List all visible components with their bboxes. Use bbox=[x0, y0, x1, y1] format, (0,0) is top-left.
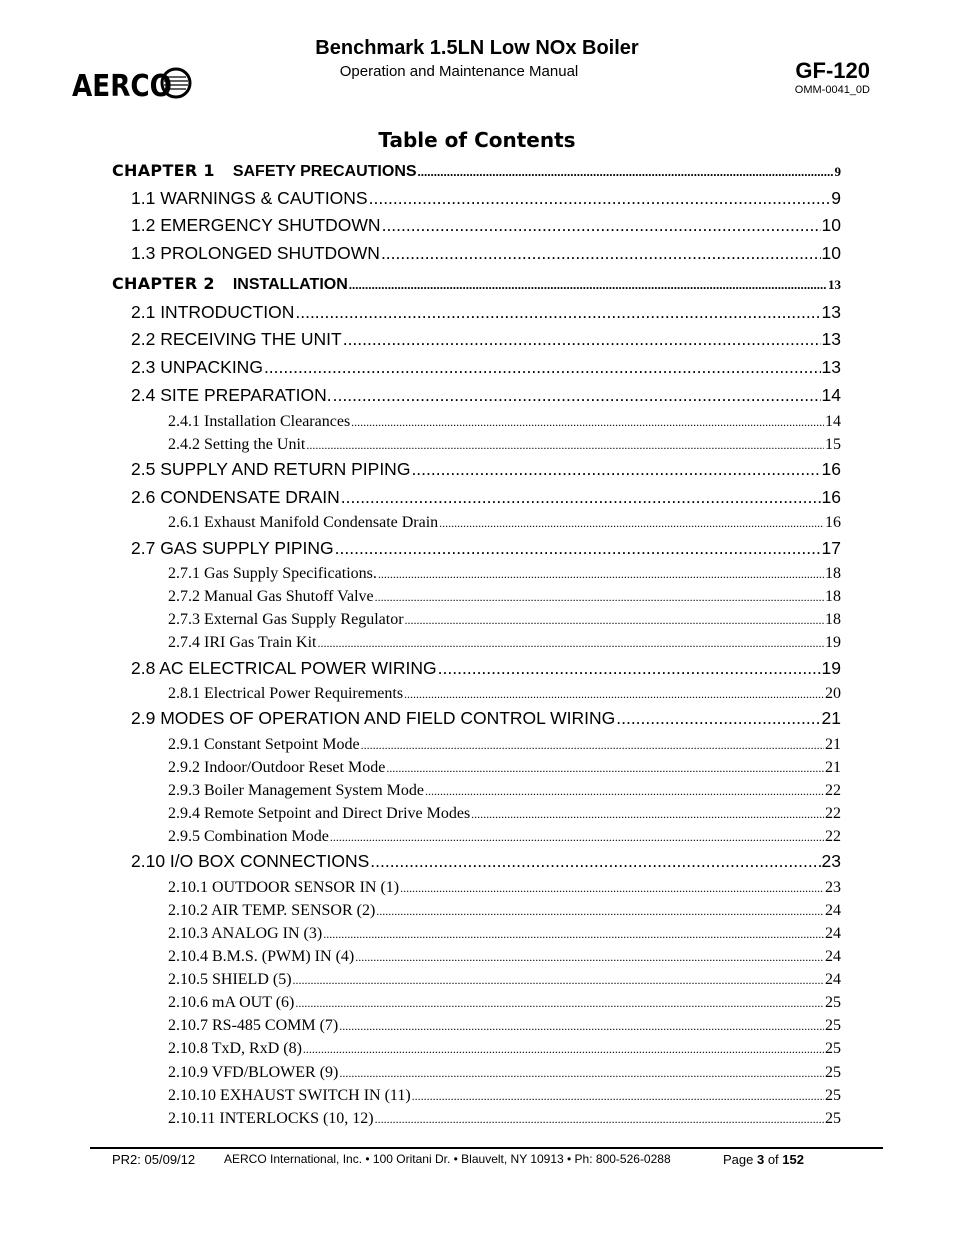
toc-entry[interactable] bbox=[168, 1040, 841, 1058]
toc-entry-label: 1.3 PROLONGED SHUTDOWN bbox=[131, 243, 380, 263]
toc-entry-label: 1.2 EMERGENCY SHUTDOWN bbox=[131, 215, 381, 235]
toc-page-number: 10 bbox=[821, 243, 841, 263]
dot-leader bbox=[295, 996, 824, 1011]
toc-entry-label: 2.10.4 B.M.S. (PWM) IN (4) bbox=[168, 948, 355, 965]
toc-entry-label: 2.7.2 Manual Gas Shutoff Valve bbox=[168, 588, 374, 605]
toc-entry[interactable] bbox=[131, 708, 841, 729]
dot-leader bbox=[330, 830, 824, 845]
page-total: 152 bbox=[782, 1152, 804, 1167]
dot-leader bbox=[335, 538, 821, 559]
toc-page-number: 13 bbox=[828, 277, 841, 292]
footer-page-number bbox=[723, 1152, 804, 1167]
toc-entry-label: 2.1 INTRODUCTION bbox=[131, 302, 295, 322]
toc-page-number: 25 bbox=[825, 1040, 841, 1057]
toc-page-number: 14 bbox=[825, 413, 841, 430]
toc-entry-label: 2.9.4 Remote Setpoint and Direct Drive Modes bbox=[168, 805, 471, 822]
toc-entry[interactable] bbox=[168, 413, 841, 431]
dot-leader bbox=[317, 636, 824, 651]
toc-entry[interactable] bbox=[168, 634, 841, 652]
dot-leader bbox=[370, 851, 820, 872]
toc-entry-label: 2.10.5 SHIELD (5) bbox=[168, 971, 292, 988]
toc-page-number: 23 bbox=[821, 851, 841, 871]
toc-entry-label: 2.10.10 EXHAUST SWITCH IN (11) bbox=[168, 1087, 411, 1104]
dot-leader bbox=[295, 302, 820, 323]
dot-leader bbox=[355, 950, 824, 965]
toc-page-number: 19 bbox=[821, 658, 841, 678]
dot-leader bbox=[264, 357, 821, 378]
toc-page-number: 13 bbox=[821, 329, 841, 349]
toc-entry[interactable] bbox=[168, 759, 841, 777]
toc-entry[interactable] bbox=[168, 1087, 841, 1105]
toc-page-number: 16 bbox=[821, 459, 841, 479]
toc-page-number: 13 bbox=[821, 302, 841, 322]
dot-leader bbox=[425, 784, 824, 799]
toc-entry[interactable] bbox=[131, 538, 841, 559]
dot-leader bbox=[382, 215, 821, 236]
toc-entry-label: 2.10.11 INTERLOCKS (10, 12) bbox=[168, 1110, 374, 1127]
toc-chapter-entry[interactable] bbox=[112, 161, 841, 181]
toc-entry[interactable] bbox=[168, 611, 841, 629]
toc-entry-label: 2.9 MODES OF OPERATION AND FIELD CONTROL WIRING bbox=[131, 708, 616, 728]
toc-entry[interactable] bbox=[168, 514, 841, 532]
toc-entry[interactable] bbox=[168, 925, 841, 943]
toc-entry-label: 2.9.2 Indoor/Outdoor Reset Mode bbox=[168, 759, 386, 776]
toc-entry[interactable] bbox=[168, 902, 841, 920]
toc-title: Table of Contents bbox=[378, 128, 576, 152]
toc-entry-label: INSTALLATION bbox=[232, 276, 348, 293]
toc-entry-label: 2.9.1 Constant Setpoint Mode bbox=[168, 736, 360, 753]
aerco-logo-text: AERCO bbox=[72, 69, 172, 100]
toc-entry-label: 2.7.1 Gas Supply Specifications. bbox=[168, 565, 377, 582]
dot-leader bbox=[339, 1019, 824, 1034]
toc-page-number: 24 bbox=[825, 902, 841, 919]
toc-entry-label: 2.8.1 Electrical Power Requirements bbox=[168, 685, 404, 702]
toc-page-number: 16 bbox=[825, 514, 841, 531]
dot-leader bbox=[341, 487, 821, 508]
toc-page-number: 18 bbox=[825, 588, 841, 605]
toc-page-number: 24 bbox=[825, 971, 841, 988]
toc-entry[interactable] bbox=[131, 459, 841, 480]
toc-entry[interactable] bbox=[168, 782, 841, 800]
toc-page-number: 10 bbox=[821, 215, 841, 235]
toc-entry-label: 2.7.4 IRI Gas Train Kit bbox=[168, 634, 317, 651]
dot-leader bbox=[616, 708, 820, 729]
toc-page-number: 21 bbox=[825, 736, 841, 753]
toc-page-number: 21 bbox=[821, 708, 841, 728]
toc-entry-label: 2.4.1 Installation Clearances bbox=[168, 413, 351, 430]
toc-entry-label: 2.10 I/O BOX CONNECTIONS bbox=[131, 851, 370, 871]
toc-entry[interactable] bbox=[131, 357, 841, 378]
toc-page-number: 22 bbox=[825, 805, 841, 822]
toc-entry-label: 2.9.5 Combination Mode bbox=[168, 828, 329, 845]
toc-entry[interactable] bbox=[131, 329, 841, 350]
toc-entry[interactable] bbox=[168, 805, 841, 823]
dot-leader bbox=[404, 687, 824, 702]
toc-entry-label: 2.5 SUPPLY AND RETURN PIPING bbox=[131, 459, 411, 479]
chapter-number: CHAPTER 2 bbox=[112, 274, 215, 293]
toc-entry-label: 2.10.3 ANALOG IN (3) bbox=[168, 925, 323, 942]
toc-entry-label: 2.10.6 mA OUT (6) bbox=[168, 994, 295, 1011]
toc-entry[interactable] bbox=[131, 385, 841, 406]
dot-leader bbox=[343, 329, 821, 350]
model-code: GF-120 bbox=[795, 58, 870, 83]
dot-leader bbox=[375, 590, 824, 605]
page-of: of bbox=[764, 1152, 783, 1167]
toc-page-number: 22 bbox=[825, 782, 841, 799]
dot-leader bbox=[405, 613, 824, 628]
toc-entry[interactable] bbox=[168, 685, 841, 703]
toc-entry[interactable] bbox=[168, 1064, 841, 1082]
toc-entry[interactable] bbox=[131, 658, 841, 679]
dot-leader bbox=[412, 1089, 824, 1104]
toc-entry[interactable] bbox=[168, 948, 841, 966]
document-subtitle: Operation and Maintenance Manual bbox=[339, 63, 579, 80]
toc-entry[interactable] bbox=[131, 487, 841, 508]
toc-entry[interactable] bbox=[168, 971, 841, 989]
dot-leader bbox=[306, 438, 824, 453]
page-prefix: Page bbox=[723, 1152, 757, 1167]
toc-page-number: 14 bbox=[821, 385, 841, 405]
toc-page-number: 22 bbox=[825, 828, 841, 845]
toc-entry-label: 2.4.2 Setting the Unit bbox=[168, 436, 306, 453]
dot-leader bbox=[411, 459, 820, 480]
toc-page-number: 9 bbox=[834, 164, 841, 179]
dot-leader bbox=[339, 1066, 824, 1081]
toc-entry-label: 2.10.9 VFD/BLOWER (9) bbox=[168, 1064, 339, 1081]
dot-leader bbox=[378, 567, 824, 582]
page-current: 3 bbox=[756, 1152, 765, 1167]
toc-entry-label: 2.3 UNPACKING bbox=[131, 357, 263, 377]
toc-entry-label: SAFETY PRECAUTIONS bbox=[232, 163, 417, 180]
toc-entry[interactable] bbox=[131, 302, 841, 323]
document-title: Benchmark 1.5LN Low NOx Boiler bbox=[315, 37, 639, 59]
toc-entry[interactable] bbox=[131, 215, 841, 236]
toc-entry-label: 2.10.7 RS-485 COMM (7) bbox=[168, 1017, 339, 1034]
doc-number: OMM-0041_0D bbox=[794, 84, 870, 96]
toc-page-number: 9 bbox=[831, 188, 841, 208]
dot-leader bbox=[361, 738, 824, 753]
dot-leader bbox=[351, 415, 824, 430]
toc-entry[interactable] bbox=[168, 1110, 841, 1128]
toc-page-number: 18 bbox=[825, 611, 841, 628]
toc-entry-label: 2.8 AC ELECTRICAL POWER WIRING bbox=[131, 658, 437, 678]
dot-leader bbox=[369, 188, 831, 209]
toc-page-number: 25 bbox=[825, 1110, 841, 1127]
toc-page-number: 23 bbox=[825, 879, 841, 896]
toc-entry[interactable] bbox=[168, 588, 841, 606]
toc-page-number: 24 bbox=[825, 925, 841, 942]
toc-entry-label: 2.7.3 External Gas Supply Regulator bbox=[168, 611, 404, 628]
toc-entry[interactable] bbox=[131, 851, 841, 872]
toc-page-number: 24 bbox=[825, 948, 841, 965]
toc-entry[interactable] bbox=[168, 436, 841, 454]
toc-entry[interactable] bbox=[168, 565, 841, 583]
toc-entry-label: 2.10.1 OUTDOOR SENSOR IN (1) bbox=[168, 879, 400, 896]
dot-leader bbox=[323, 927, 824, 942]
toc-page-number: 25 bbox=[825, 1017, 841, 1034]
footer-revision: PR2: 05/09/12 bbox=[112, 1152, 196, 1167]
toc-page-number: 18 bbox=[825, 565, 841, 582]
dot-leader bbox=[438, 658, 821, 679]
dot-leader bbox=[376, 904, 824, 919]
toc-entry[interactable] bbox=[168, 879, 841, 897]
toc-entry[interactable] bbox=[131, 188, 841, 209]
toc-page-number: 13 bbox=[821, 357, 841, 377]
toc-page-number: 25 bbox=[825, 1087, 841, 1104]
toc-entry-label: 2.6.1 Exhaust Manifold Condensate Drain bbox=[168, 514, 439, 531]
toc-entry-label: 2.2 RECEIVING THE UNIT bbox=[131, 329, 342, 349]
footer-address: AERCO International, Inc. • 100 Oritani Dr. • Blauvelt, NY 10913 • Ph: 800-526-0288 bbox=[224, 1152, 671, 1166]
toc-entry[interactable] bbox=[168, 994, 841, 1012]
dot-leader bbox=[400, 881, 824, 896]
footer-divider bbox=[90, 1147, 883, 1149]
dot-leader bbox=[375, 1112, 824, 1127]
toc-page-number: 25 bbox=[825, 1064, 841, 1081]
chapter-number: CHAPTER 1 bbox=[112, 161, 215, 180]
dot-leader bbox=[418, 164, 834, 180]
toc-entry-label: 2.10.2 AIR TEMP. SENSOR (2) bbox=[168, 902, 376, 919]
dot-leader bbox=[303, 1042, 824, 1057]
toc-chapter-entry[interactable] bbox=[112, 274, 841, 294]
dot-leader bbox=[349, 277, 827, 293]
toc-entry[interactable] bbox=[168, 736, 841, 754]
dot-leader bbox=[471, 807, 824, 822]
toc-entry-label: 2.9.3 Boiler Management System Mode bbox=[168, 782, 424, 799]
toc-entry[interactable] bbox=[131, 243, 841, 264]
dot-leader bbox=[386, 761, 824, 776]
toc-page-number: 15 bbox=[825, 436, 841, 453]
dot-leader bbox=[333, 385, 821, 406]
toc-entry-label: 2.6 CONDENSATE DRAIN bbox=[131, 487, 340, 507]
dot-leader bbox=[381, 243, 821, 264]
toc-page-number: 19 bbox=[825, 634, 841, 651]
toc-page-number: 16 bbox=[821, 487, 841, 507]
toc-entry-label: 2.10.8 TxD, RxD (8) bbox=[168, 1040, 302, 1057]
toc-page-number: 17 bbox=[821, 538, 841, 558]
toc-page-number: 20 bbox=[825, 685, 841, 702]
toc-entry-label: 1.1 WARNINGS & CAUTIONS bbox=[131, 188, 368, 208]
toc-entry[interactable] bbox=[168, 828, 841, 846]
toc-entry-label: 2.7 GAS SUPPLY PIPING bbox=[131, 538, 334, 558]
toc-page-number: 21 bbox=[825, 759, 841, 776]
dot-leader bbox=[293, 973, 824, 988]
toc-page-number: 25 bbox=[825, 994, 841, 1011]
dot-leader bbox=[439, 516, 824, 531]
toc-entry[interactable] bbox=[168, 1017, 841, 1035]
toc-entry-label: 2.4 SITE PREPARATION. bbox=[131, 385, 332, 405]
